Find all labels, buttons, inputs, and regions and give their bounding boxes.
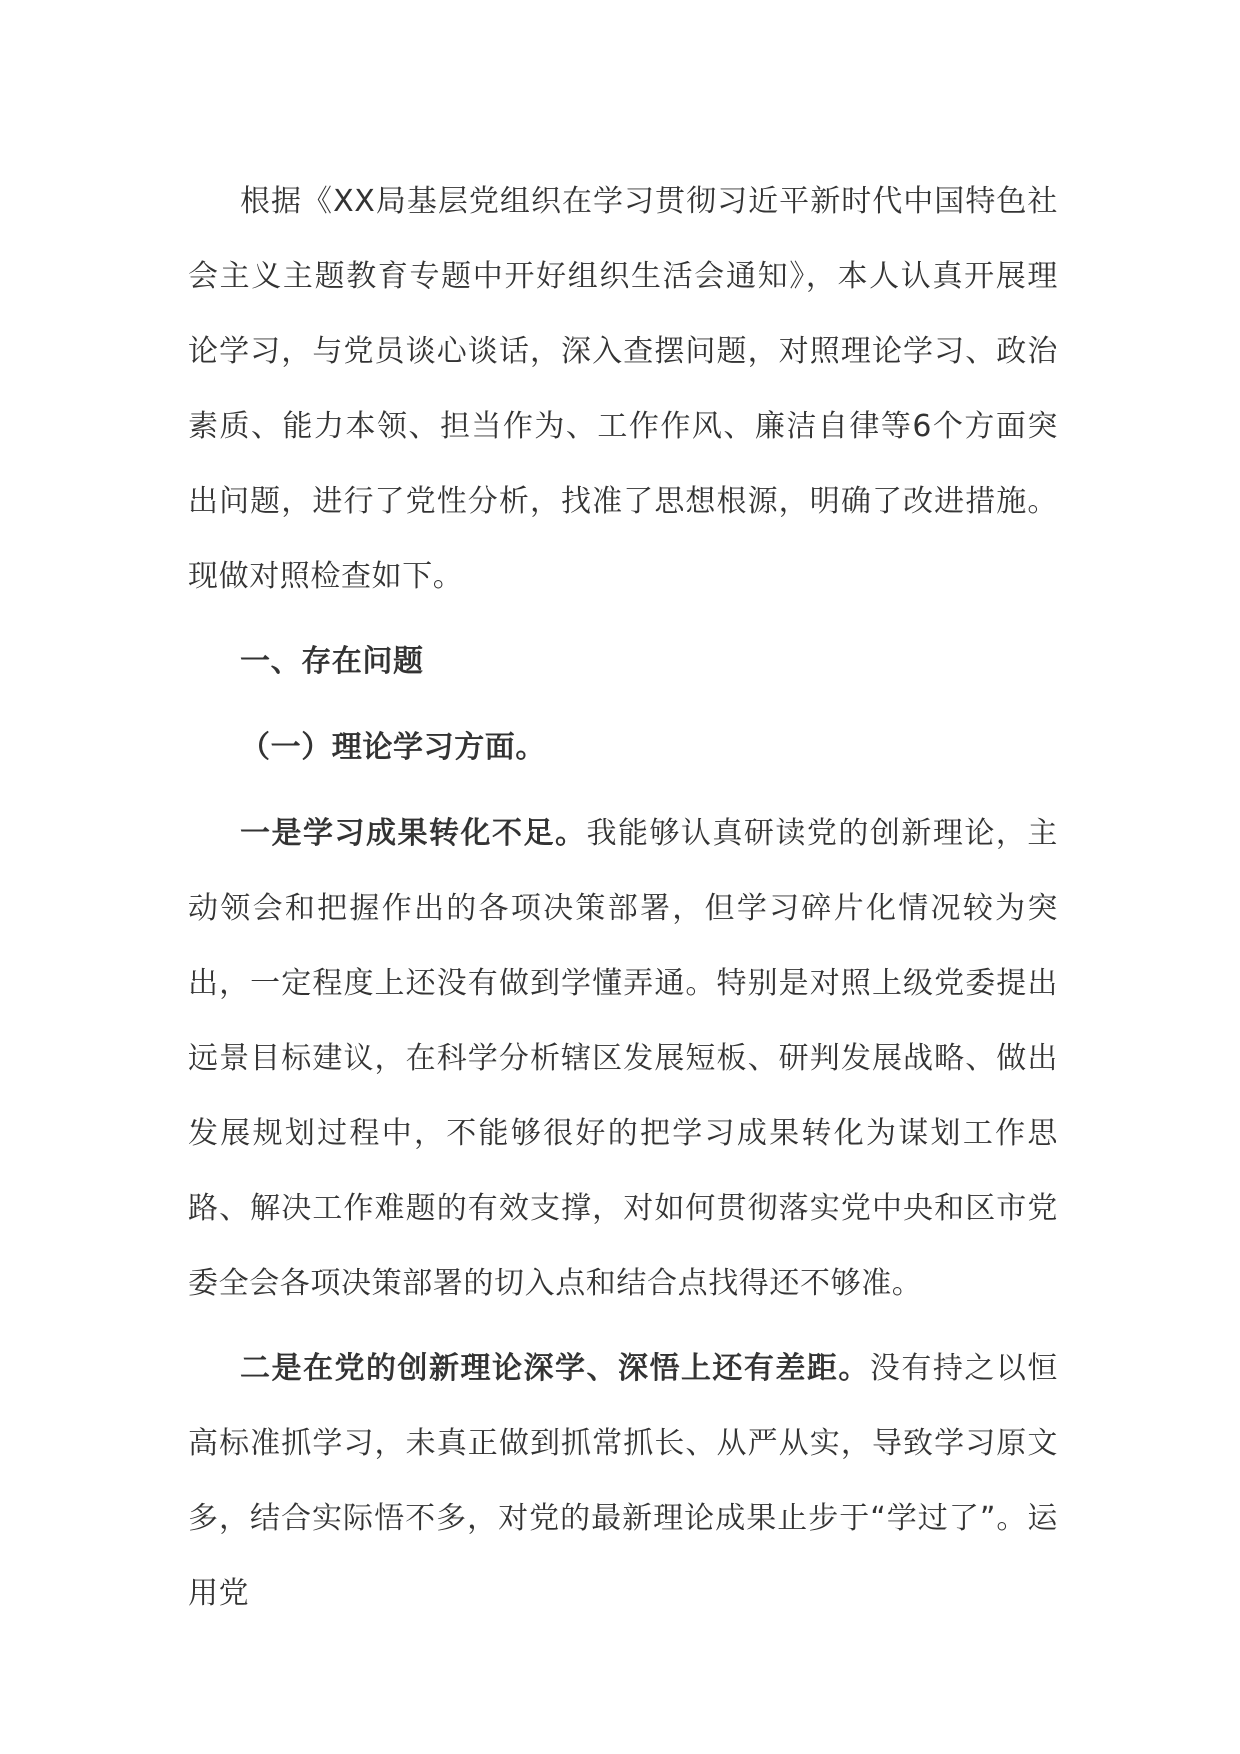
item-paragraph-2 <box>188 1331 1058 1631</box>
item-paragraph-1 <box>188 796 1058 1321</box>
subsection-heading: （一）理论学习方面。 <box>240 730 546 765</box>
item-body-2: 没有持之以恒高标准抓学习，未真正做到抓常抓长、从严从实，导致学习原文多，结合实际悟不多，对党的最新理论成果止步于“学过了”。运用党 <box>188 1351 1058 1611</box>
item-lead-1: 一是学习成果转化不足。 <box>240 816 587 851</box>
document-page <box>188 164 1058 1641</box>
intro-paragraph: 根据《XX局基层党组织在学习贯彻习近平新时代中国特色社会主义主题教育专题中开好组织生活会通知》，本人认真开展理论学习，与党员谈心谈话，深入查摆问题，对照理论学习、政治素质、能力本领、担当作为、工作作风、廉洁自律等6个方面突出问题，进行了党性分析，找准了思想根源，明确了改进措施。现做对照检查如下。 <box>188 184 1058 594</box>
item-lead-2: 二是在党的创新理论深学、深悟上还有差距。 <box>240 1351 870 1386</box>
section-heading: 一、存在问题 <box>240 644 424 679</box>
item-body-1: 我能够认真研读党的创新理论，主动领会和把握作出的各项决策部署，但学习碎片化情况较为突出，一定程度上还没有做到学懂弄通。特别是对照上级党委提出远景目标建议，在科学分析辖区发展短板、研判发展战略、做出发展规划过程中，不能够很好的把学习成果转化为谋划工作思路、解决工作难题的有效支撑，对如何贯彻落实党中央和区市党委全会各项决策部署的切入点和结合点找得还不够准。 <box>188 816 1058 1301</box>
